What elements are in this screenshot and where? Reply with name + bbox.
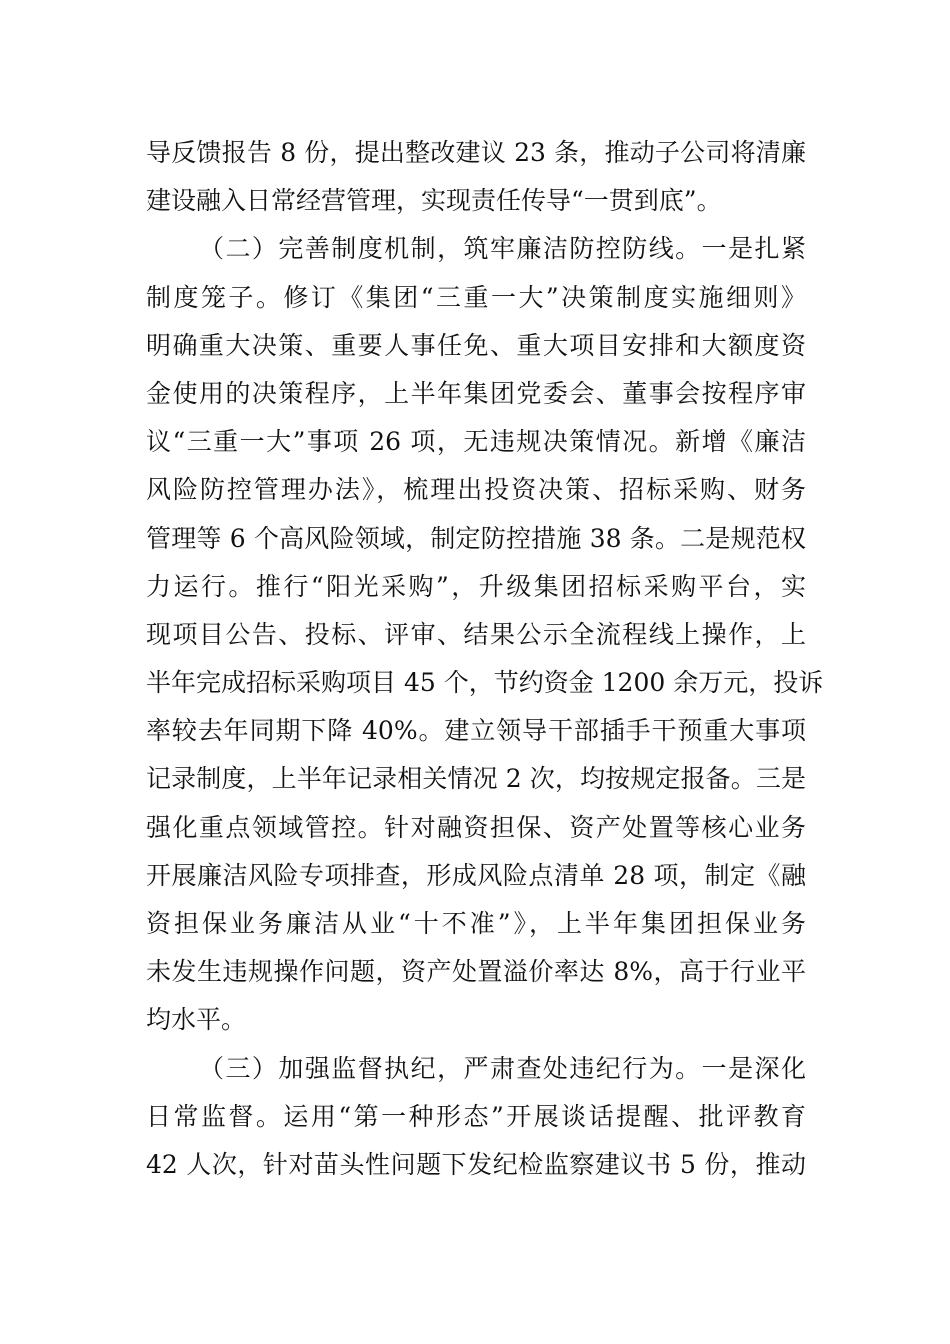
section-heading-line: （二）完善制度机制，筑牢廉洁防控防线。一是扎紧 (199, 234, 806, 264)
text-line: 议“三重一大”事项 26 项，无违规决策情况。新增《廉洁 (146, 427, 806, 457)
text-line: 未发生违规操作问题，资产处置溢价率达 8%，高于行业平 (146, 957, 806, 987)
text-line: 均水平。 (146, 1005, 247, 1035)
text-line: 现项目公告、投标、评审、结果公示全流程线上操作，上 (146, 619, 806, 649)
section-heading-line: （三）加强监督执纪，严肃查处违纪行为。一是深化 (199, 1053, 806, 1083)
text-line: 资担保业务廉洁从业“十不准”》，上半年集团担保业务 (146, 909, 806, 938)
text-line: 管理等 6 个高风险领域，制定防控措施 38 条。二是规范权 (146, 523, 806, 553)
text-line: 强化重点领域管控。针对融资担保、资产处置等核心业务 (146, 812, 806, 842)
text-line: 开展廉洁风险专项排查，形成风险点清单 28 项，制定《融 (146, 860, 806, 890)
text-line: 金使用的决策程序，上半年集团党委会、董事会按程序审 (146, 378, 806, 408)
text-line: 制度笼子。修订《集团“三重一大”决策制度实施细则》 (146, 282, 806, 312)
text-line: 力运行。推行“阳光采购”，升级集团招标采购平台，实 (146, 571, 806, 601)
text-line: 明确重大决策、重要人事任免、重大项目安排和大额度资 (146, 330, 806, 360)
body-text (146, 129, 824, 1189)
text-line: 导反馈报告 8 份，提出整改建议 23 条，推动子公司将清廉 (146, 138, 806, 167)
text-line: 建设融入日常经营管理，实现责任传导“一贯到底”。 (146, 186, 722, 216)
text-line: 半年完成招标采购项目 45 个，节约资金 1200 余万元，投诉 (146, 668, 824, 698)
text-line: 日常监督。运用“第一种形态”开展谈话提醒、批评教育 (146, 1101, 806, 1131)
text-line: 记录制度，上半年记录相关情况 2 次，均按规定报备。三是 (146, 764, 806, 794)
text-line: 率较去年同期下降 40%。建立领导干部插手干预重大事项 (146, 716, 806, 746)
text-line: 风险防控管理办法》，梳理出投资决策、招标采购、财务 (146, 475, 806, 505)
text-line: 42 人次，针对苗头性问题下发纪检监察建议书 5 份，推动 (146, 1149, 806, 1179)
